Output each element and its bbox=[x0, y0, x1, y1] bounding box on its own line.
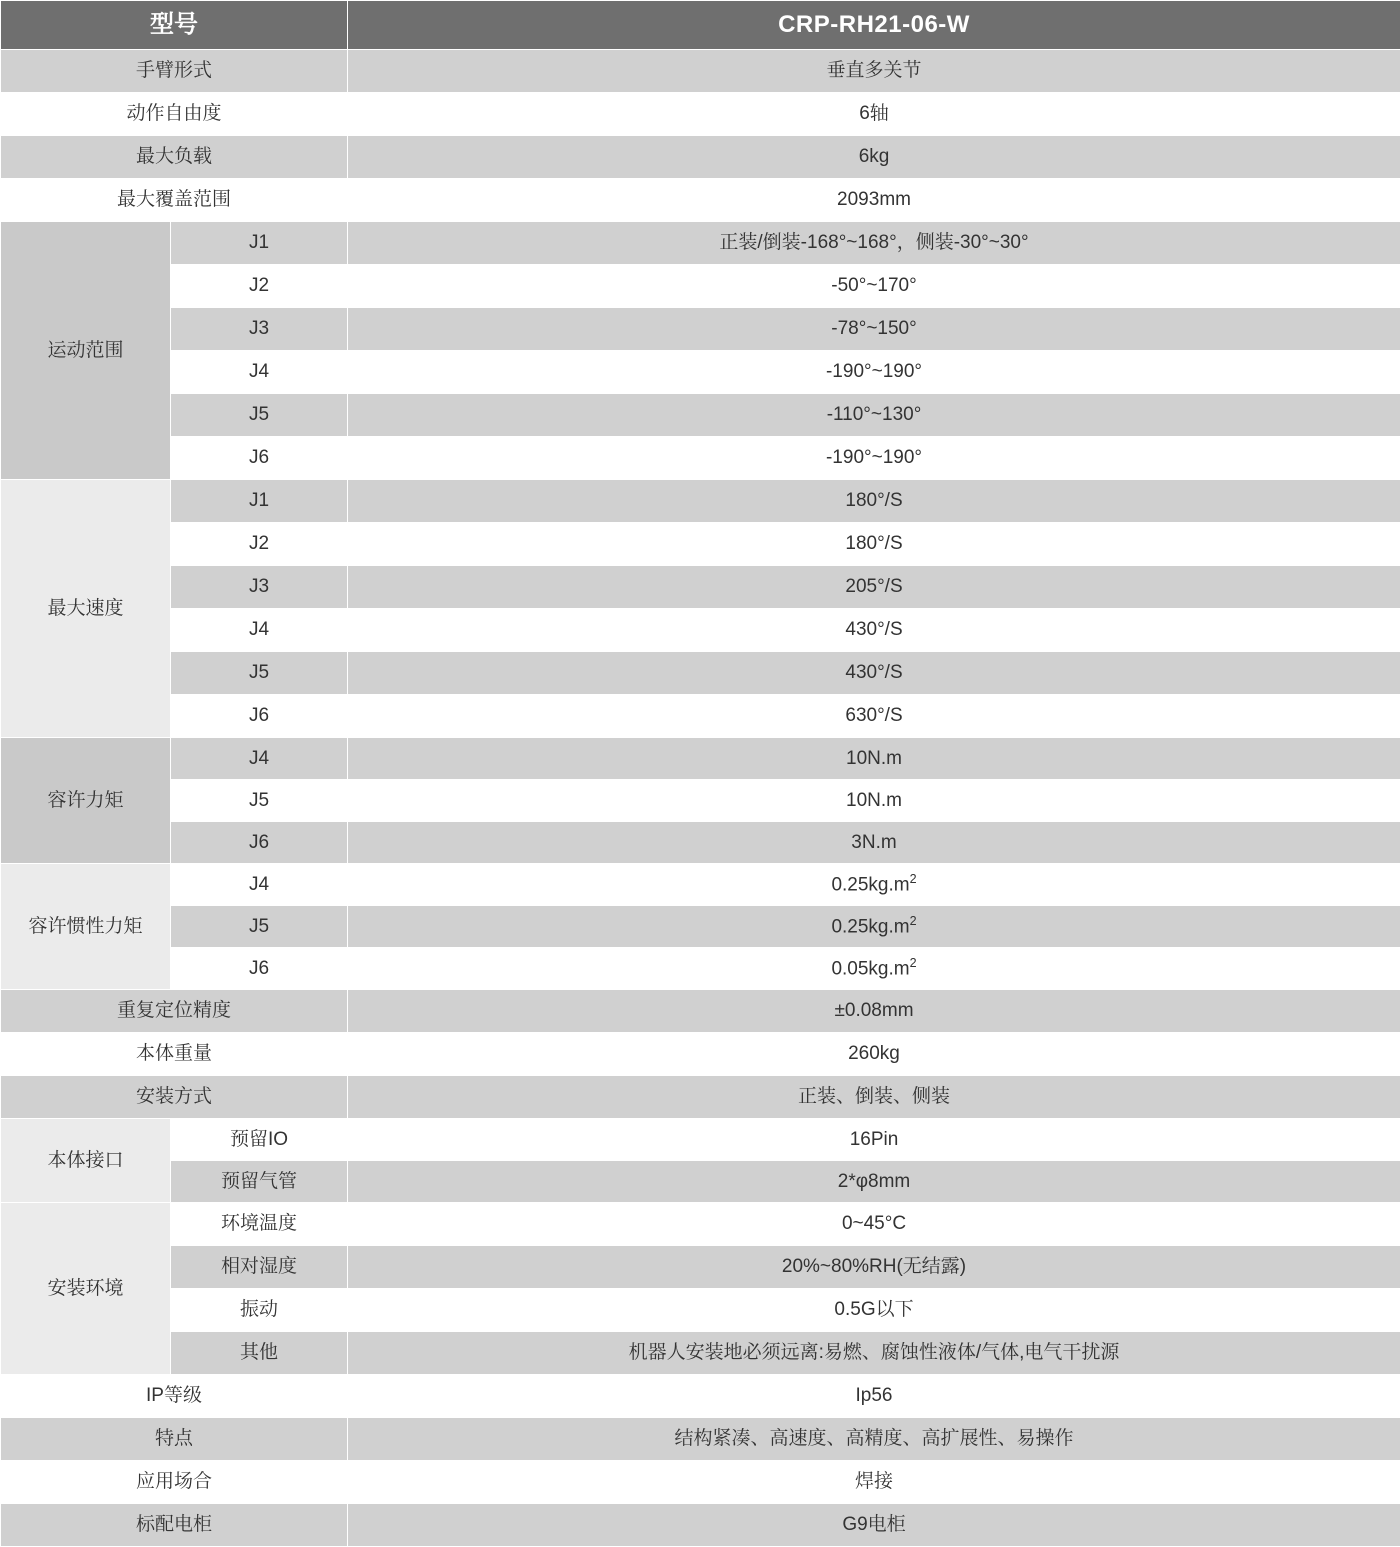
joint-value: 430°/S bbox=[348, 609, 1400, 652]
header-model-value: CRP-RH21-06-W bbox=[348, 1, 1400, 50]
joint-label: J5 bbox=[171, 906, 348, 948]
table-row bbox=[1, 864, 1400, 906]
row-value-repeatability: ±0.08mm bbox=[348, 990, 1400, 1033]
row-label-features: 特点 bbox=[1, 1418, 348, 1461]
table-row bbox=[1, 1076, 1400, 1119]
row-label-mounting: 安装方式 bbox=[1, 1076, 348, 1119]
subitem-value: 0~45°C bbox=[348, 1203, 1400, 1246]
joint-label: J4 bbox=[171, 864, 348, 906]
group-label-install-environment: 安装环境 bbox=[1, 1203, 171, 1375]
subitem-label: 相对湿度 bbox=[171, 1246, 348, 1289]
joint-value-text: 0.25kg.m bbox=[831, 916, 909, 937]
joint-label: J5 bbox=[171, 652, 348, 695]
joint-value: 10N.m bbox=[348, 738, 1400, 780]
joint-label: J6 bbox=[171, 948, 348, 990]
joint-value: -110°~130° bbox=[348, 394, 1400, 437]
joint-label: J3 bbox=[171, 308, 348, 351]
row-label-body-weight: 本体重量 bbox=[1, 1033, 348, 1076]
table-row bbox=[1, 1418, 1400, 1461]
joint-value: 180°/S bbox=[348, 480, 1400, 523]
joint-label: J4 bbox=[171, 738, 348, 780]
row-value-ip-rating: Ip56 bbox=[348, 1375, 1400, 1418]
joint-label: J6 bbox=[171, 437, 348, 480]
table-row bbox=[1, 222, 1400, 265]
table-row bbox=[1, 780, 1400, 822]
joint-value-text: 0.05kg.m bbox=[831, 958, 909, 979]
table-row bbox=[1, 948, 1400, 990]
joint-value-exponent: 2 bbox=[910, 872, 917, 886]
joint-label: J4 bbox=[171, 351, 348, 394]
table-row bbox=[1, 1033, 1400, 1076]
table-row bbox=[1, 1203, 1400, 1246]
table-row bbox=[1, 50, 1400, 93]
group-label-body-interface: 本体接口 bbox=[1, 1119, 171, 1203]
joint-label: J6 bbox=[171, 695, 348, 738]
group-label-motion-range: 运动范围 bbox=[1, 222, 171, 480]
row-label-max-reach: 最大覆盖范围 bbox=[1, 179, 348, 222]
joint-label: J1 bbox=[171, 222, 348, 265]
subitem-label: 振动 bbox=[171, 1289, 348, 1332]
table-row bbox=[1, 822, 1400, 864]
joint-value: -50°~170° bbox=[348, 265, 1400, 308]
subitem-value: 0.5G以下 bbox=[348, 1289, 1400, 1332]
row-value-standard-cabinet: G9电柜 bbox=[348, 1504, 1400, 1547]
joint-value: 3N.m bbox=[348, 822, 1400, 864]
row-value-application: 焊接 bbox=[348, 1461, 1400, 1504]
table-row bbox=[1, 652, 1400, 695]
joint-value: 430°/S bbox=[348, 652, 1400, 695]
row-label-repeatability: 重复定位精度 bbox=[1, 990, 348, 1033]
table-row bbox=[1, 738, 1400, 780]
row-label-dof: 动作自由度 bbox=[1, 93, 348, 136]
table-row bbox=[1, 480, 1400, 523]
table-row bbox=[1, 1246, 1400, 1289]
table-header-row bbox=[1, 1, 1400, 50]
joint-value: 180°/S bbox=[348, 523, 1400, 566]
subitem-value: 20%~80%RH(无结露) bbox=[348, 1246, 1400, 1289]
joint-value-exponent: 2 bbox=[910, 956, 917, 970]
row-value-dof: 6轴 bbox=[348, 93, 1400, 136]
row-label-max-payload: 最大负载 bbox=[1, 136, 348, 179]
table-row bbox=[1, 1289, 1400, 1332]
joint-value bbox=[348, 906, 1400, 948]
table-row bbox=[1, 308, 1400, 351]
row-label-standard-cabinet: 标配电柜 bbox=[1, 1504, 348, 1547]
table-row bbox=[1, 437, 1400, 480]
table-row bbox=[1, 1375, 1400, 1418]
joint-label: J2 bbox=[171, 523, 348, 566]
table-row bbox=[1, 1332, 1400, 1375]
joint-label: J3 bbox=[171, 566, 348, 609]
table-row bbox=[1, 566, 1400, 609]
row-value-arm-type: 垂直多关节 bbox=[348, 50, 1400, 93]
table-row bbox=[1, 906, 1400, 948]
row-value-features: 结构紧凑、高速度、高精度、高扩展性、易操作 bbox=[348, 1418, 1400, 1461]
table-row bbox=[1, 1461, 1400, 1504]
subitem-label: 预留气管 bbox=[171, 1161, 348, 1203]
subitem-value: 机器人安装地必须远离:易燃、腐蚀性液体/气体,电气干扰源 bbox=[348, 1332, 1400, 1375]
header-label: 型号 bbox=[1, 1, 348, 50]
subitem-label: 环境温度 bbox=[171, 1203, 348, 1246]
joint-label: J6 bbox=[171, 822, 348, 864]
row-value-mounting: 正装、倒装、侧装 bbox=[348, 1076, 1400, 1119]
subitem-label: 预留IO bbox=[171, 1119, 348, 1161]
row-label-arm-type: 手臂形式 bbox=[1, 50, 348, 93]
row-label-ip-rating: IP等级 bbox=[1, 1375, 348, 1418]
group-label-allowable-torque: 容许力矩 bbox=[1, 738, 171, 864]
table-row bbox=[1, 93, 1400, 136]
group-label-max-speed: 最大速度 bbox=[1, 480, 171, 738]
joint-value: 630°/S bbox=[348, 695, 1400, 738]
joint-value-text: 0.25kg.m bbox=[831, 874, 909, 895]
joint-label: J4 bbox=[171, 609, 348, 652]
table-row bbox=[1, 136, 1400, 179]
joint-value bbox=[348, 864, 1400, 906]
subitem-value: 16Pin bbox=[348, 1119, 1400, 1161]
table-row bbox=[1, 990, 1400, 1033]
joint-value-exponent: 2 bbox=[910, 914, 917, 928]
joint-label: J5 bbox=[171, 394, 348, 437]
table-row bbox=[1, 351, 1400, 394]
table-row bbox=[1, 265, 1400, 308]
joint-label: J5 bbox=[171, 780, 348, 822]
table-row bbox=[1, 609, 1400, 652]
group-label-allowable-inertia: 容许惯性力矩 bbox=[1, 864, 171, 990]
joint-value: -190°~190° bbox=[348, 351, 1400, 394]
joint-value: 10N.m bbox=[348, 780, 1400, 822]
table-row bbox=[1, 1119, 1400, 1161]
joint-label: J2 bbox=[171, 265, 348, 308]
table-row bbox=[1, 695, 1400, 738]
table-row bbox=[1, 523, 1400, 566]
subitem-label: 其他 bbox=[171, 1332, 348, 1375]
table-row bbox=[1, 394, 1400, 437]
joint-value: 205°/S bbox=[348, 566, 1400, 609]
joint-value bbox=[348, 948, 1400, 990]
subitem-value: 2*φ8mm bbox=[348, 1161, 1400, 1203]
joint-value: -78°~150° bbox=[348, 308, 1400, 351]
joint-value: 正装/倒装-168°~168°，侧装-30°~30° bbox=[348, 222, 1400, 265]
row-value-max-payload: 6kg bbox=[348, 136, 1400, 179]
row-value-max-reach: 2093mm bbox=[348, 179, 1400, 222]
joint-label: J1 bbox=[171, 480, 348, 523]
table-row bbox=[1, 1161, 1400, 1203]
row-value-body-weight: 260kg bbox=[348, 1033, 1400, 1076]
row-label-application: 应用场合 bbox=[1, 1461, 348, 1504]
joint-value: -190°~190° bbox=[348, 437, 1400, 480]
table-row bbox=[1, 179, 1400, 222]
